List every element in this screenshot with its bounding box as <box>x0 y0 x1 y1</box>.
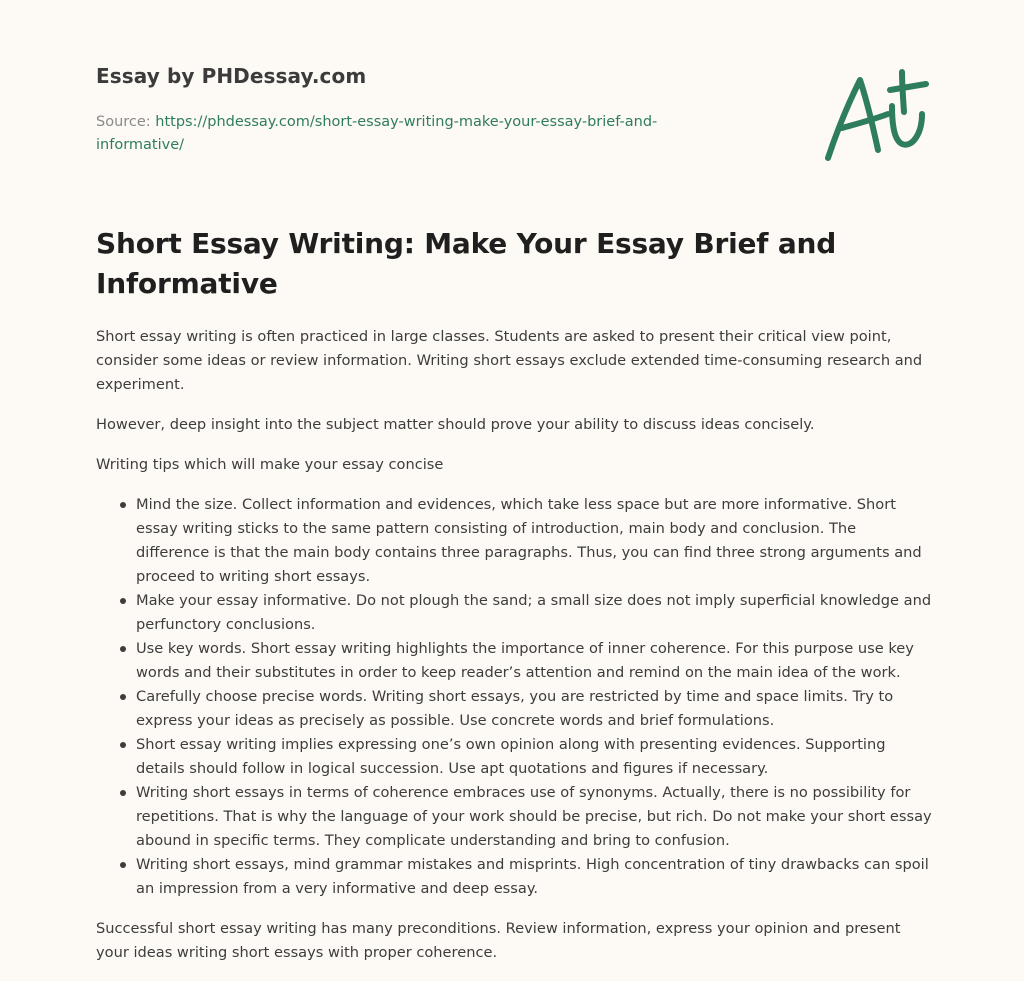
source-link[interactable]: https://phdessay.com/short-essay-writing-make-your-essay-brief-and-informative/ <box>96 114 658 153</box>
article-body <box>96 325 932 981</box>
document-header <box>96 0 932 200</box>
list-item: Use key words. Short essay writing highlights the importance of inner coherence. For this purpose use key words and their substitutes in order to keep reader’s attention and remind on the main idea of the work. <box>136 637 932 685</box>
list-item: Carefully choose precise words. Writing short essays, you are restricted by time and space limits. Try to express your ideas as precisely as possible. Use concrete words and brief formulations. <box>136 685 932 733</box>
a-plus-logo-icon <box>822 64 932 168</box>
tips-heading: Writing tips which will make your essay concise <box>96 456 444 473</box>
intro-paragraph-2: However, deep insight into the subject matter should prove your ability to discuss ideas concisely. <box>96 416 815 433</box>
list-item: Mind the size. Collect information and evidences, which take less space but are more informative. Short essay writing sticks to the same pattern consisting of introduction, main body and conclusion. The difference is that the main body contains three paragraphs. Thus, you can find three strong arguments and proceed to writing short essays. <box>136 493 932 589</box>
list-item: Writing short essays, mind grammar mistakes and misprints. High concentration of tiny drawbacks can spoil an impression from a very informative and deep essay. <box>136 853 932 901</box>
article-title: Short Essay Writing: Make Your Essay Brief and Informative <box>96 227 837 300</box>
list-item: Writing short essays in terms of coherence embraces use of synonyms. Actually, there is no possibility for repetitions. That is why the language of your work should be precise, but rich. Do not make your short essay abound in specific terms. They complicate understanding and bring to confusion. <box>136 781 932 853</box>
tips-list <box>96 493 932 901</box>
source-line <box>96 111 696 157</box>
intro-paragraph-1: Short essay writing is often practiced in large classes. Students are asked to present their critical view point, consider some ideas or review information. Writing short essays exclude extended time-consuming research and experiment. <box>96 328 923 393</box>
conclusion-paragraph: Successful short essay writing has many preconditions. Review information, express your opinion and present your ideas writing short essays with proper coherence. <box>96 920 901 961</box>
document-page <box>96 0 932 961</box>
site-brand: Essay by PHDessay.com <box>96 64 367 88</box>
source-label: Source: <box>96 114 151 130</box>
list-item: Short essay writing implies expressing one’s own opinion along with presenting evidences. Supporting details should follow in logical succession. Use apt quotations and figures if necessary. <box>136 733 932 781</box>
list-item: Make your essay informative. Do not plough the sand; a small size does not imply superficial knowledge and perfunctory conclusions. <box>136 589 932 637</box>
